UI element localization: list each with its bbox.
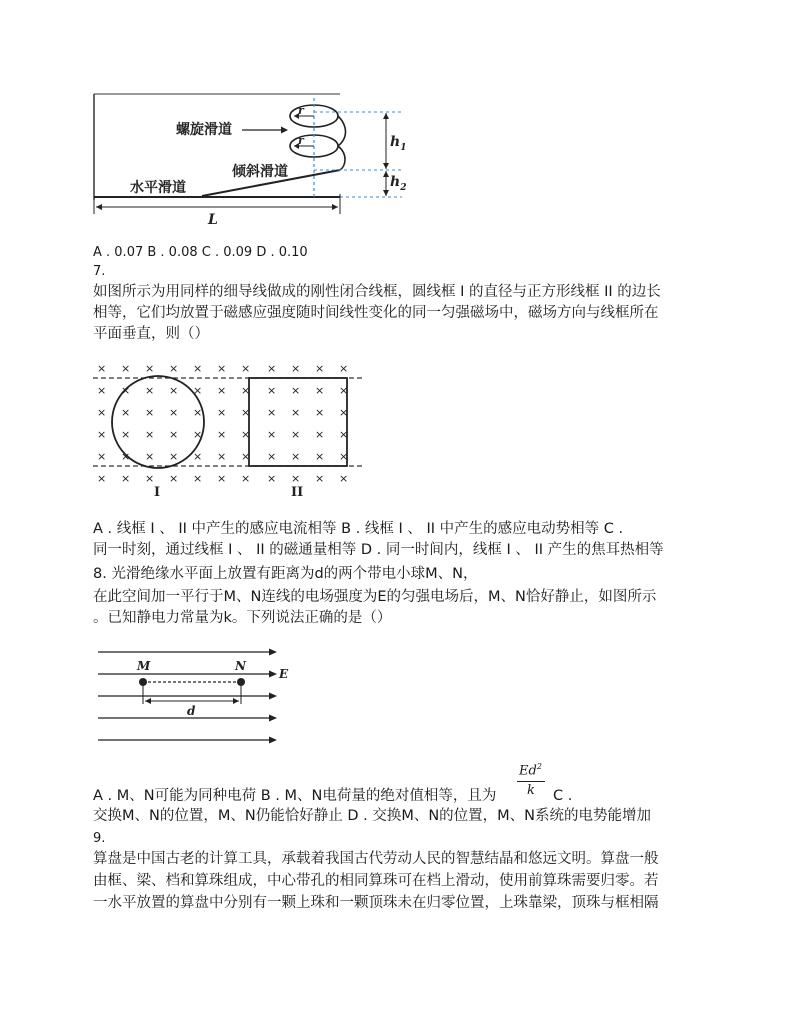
distance-d-label: d (187, 704, 196, 718)
field-cross-icon: × (193, 384, 203, 397)
q7-options-line-2: 同一时刻，通过线框 I 、 II 的磁通量相等 D . 同一时间内，线框 I 、 II 产生的焦耳热相等 (93, 542, 664, 558)
track-diagram (90, 90, 410, 240)
field-cross-icon: × (339, 450, 349, 463)
field-cross-icon: × (291, 472, 301, 485)
field-cross-icon: × (339, 472, 349, 485)
field-cross-icon: × (241, 406, 251, 419)
field-cross-icon: × (145, 450, 155, 463)
field-cross-icon: × (217, 384, 227, 397)
charge-N-label: N (235, 659, 246, 673)
field-cross-icon: × (145, 406, 155, 419)
field-cross-icon: × (97, 384, 107, 397)
field-cross-icon: × (169, 406, 179, 419)
field-cross-icon: × (241, 428, 251, 441)
field-cross-icon: × (217, 472, 227, 485)
field-cross-icon: × (97, 362, 107, 375)
field-cross-icon: × (267, 428, 277, 441)
circular-loop-I (112, 376, 204, 468)
field-cross-icon: × (291, 450, 301, 463)
field-cross-icon: × (121, 472, 131, 485)
field-cross-icon: × (121, 384, 131, 397)
q8-options-line-1: A . M、N可能为同种电荷 B . M、N电荷量的绝对值相等，且为 (93, 788, 497, 804)
field-lines (98, 652, 273, 740)
q7-number: 7. (93, 264, 106, 279)
field-cross-icon: × (241, 450, 251, 463)
q9-number: 9. (93, 831, 106, 846)
q7-text-line-1: 如图所示为用同样的细导线做成的刚性闭合线框，圆线框 I 的直径与正方形线框 II 的边长 (93, 284, 661, 300)
field-cross-icon: × (291, 428, 301, 441)
loop-II-label: II (291, 485, 304, 500)
q8-options-line-2: 交换M、N的位置，M、N仍能恰好静止 D . 交换M、N的位置，M、N系统的电势能增加 (93, 808, 652, 824)
charge-N (237, 678, 245, 686)
field-cross-icon: × (339, 428, 349, 441)
field-cross-icon: × (121, 362, 131, 375)
fraction-bar (517, 781, 545, 782)
field-cross-icon: × (193, 428, 203, 441)
field-cross-icon: × (169, 450, 179, 463)
fraction-denominator: k (527, 783, 535, 798)
q8-text-line-2: 在此空间加一平行于M、N连线的电场强度为E的匀强电场后，M、N恰好静止，如图所示 (93, 589, 657, 605)
fraction-numerator: Ed$^2$ (519, 762, 542, 779)
charge-M (139, 678, 147, 686)
field-cross-icon: × (145, 472, 155, 485)
field-cross-icon: × (169, 472, 179, 485)
field-cross-icon: × (339, 362, 349, 375)
magnetic-field-figure (93, 358, 373, 508)
field-cross-icon: × (339, 406, 349, 419)
field-cross-icon: × (315, 428, 325, 441)
L-label: L (208, 212, 218, 228)
field-cross-icon: × (315, 450, 325, 463)
electric-field-figure (93, 640, 303, 750)
field-cross-icon: × (291, 362, 301, 375)
field-cross-icon: × (217, 406, 227, 419)
q7-options-line-1: A . 线框 I 、 II 中产生的感应电流相等 B . 线框 I 、 II 中产生的感应电动势相等 C . (93, 521, 624, 537)
q7-text-line-2: 相等，它们均放置于磁感应强度随时间线性变化的同一匀强磁场中，磁场方向与线框所在 (93, 305, 659, 321)
field-cross-icon: × (291, 406, 301, 419)
spiral-track-label: 螺旋滑道 (176, 122, 232, 138)
field-cross-icon: × (315, 362, 325, 375)
q8-text-line-1: 8. 光滑绝缘水平面上放置有距离为d的两个带电小球M、N， (93, 566, 478, 582)
field-cross-icon: × (145, 428, 155, 441)
field-arrowheads (269, 649, 277, 744)
radius-label-bottom: r (298, 134, 304, 147)
field-cross-icon: × (145, 362, 155, 375)
horizontal-track-label: 水平滑道 (130, 180, 186, 196)
field-cross-icon: × (145, 384, 155, 397)
field-cross-icon: × (315, 472, 325, 485)
field-cross-icon: × (241, 384, 251, 397)
field-cross-icon: × (97, 450, 107, 463)
q8-text-line-3: 。已知静电力常量为k。下列说法正确的是（） (93, 610, 392, 626)
spiral-connector (338, 116, 346, 170)
field-E-label: E (279, 667, 289, 681)
field-cross-icon: × (217, 428, 227, 441)
q8-options-line-1-tail: C . (553, 788, 573, 804)
field-cross-icon: × (217, 450, 227, 463)
field-cross-icon: × (97, 406, 107, 419)
field-cross-icon: × (97, 428, 107, 441)
field-cross-icon: × (169, 362, 179, 375)
field-cross-icon: × (193, 362, 203, 375)
field-cross-icon: × (291, 384, 301, 397)
field-cross-icon: × (241, 362, 251, 375)
field-cross-icon: × (193, 450, 203, 463)
q7-text-line-3: 平面垂直，则（） (93, 326, 209, 342)
field-cross-icon: × (121, 450, 131, 463)
q9-text-line-2: 由框、梁、档和算珠组成，中心带孔的相同算珠可在档上滑动，使用前算珠需要归零。若 (93, 873, 659, 889)
field-cross-icon: × (267, 406, 277, 419)
field-cross-icon: × (193, 406, 203, 419)
q6-options: A . 0.07 B . 0.08 C . 0.09 D . 0.10 (93, 245, 308, 260)
q9-text-line-3: 一水平放置的算盘中分别有一颗上珠和一颗顶珠未在归零位置，上珠靠梁，顶珠与框相隔 (93, 895, 659, 911)
loop-I-label: I (154, 485, 161, 500)
field-cross-icon: × (169, 428, 179, 441)
field-cross-icon: × (241, 472, 251, 485)
field-cross-icon: × (267, 472, 277, 485)
field-cross-icon: × (339, 384, 349, 397)
field-cross-icon: × (193, 472, 203, 485)
field-cross-icon: × (217, 362, 227, 375)
field-cross-icon: × (267, 384, 277, 397)
charge-M-label: M (137, 659, 151, 673)
field-cross-icon: × (169, 384, 179, 397)
field-cross-icon: × (121, 428, 131, 441)
field-cross-icon: × (315, 384, 325, 397)
field-cross-icon: × (97, 472, 107, 485)
field-cross-icon: × (267, 362, 277, 375)
h1-label: $h_1$ (390, 134, 407, 153)
radius-label-top: r (298, 104, 304, 117)
incline-track-label: 倾斜滑道 (232, 164, 288, 180)
field-cross-icon: × (267, 450, 277, 463)
q9-text-line-1: 算盘是中国古老的计算工具，承载着我国古代劳动人民的智慧结晶和悠远文明。算盘一般 (93, 851, 659, 867)
h2-label: $h_2$ (390, 174, 407, 193)
field-cross-icon: × (121, 406, 131, 419)
field-cross-icon: × (315, 406, 325, 419)
